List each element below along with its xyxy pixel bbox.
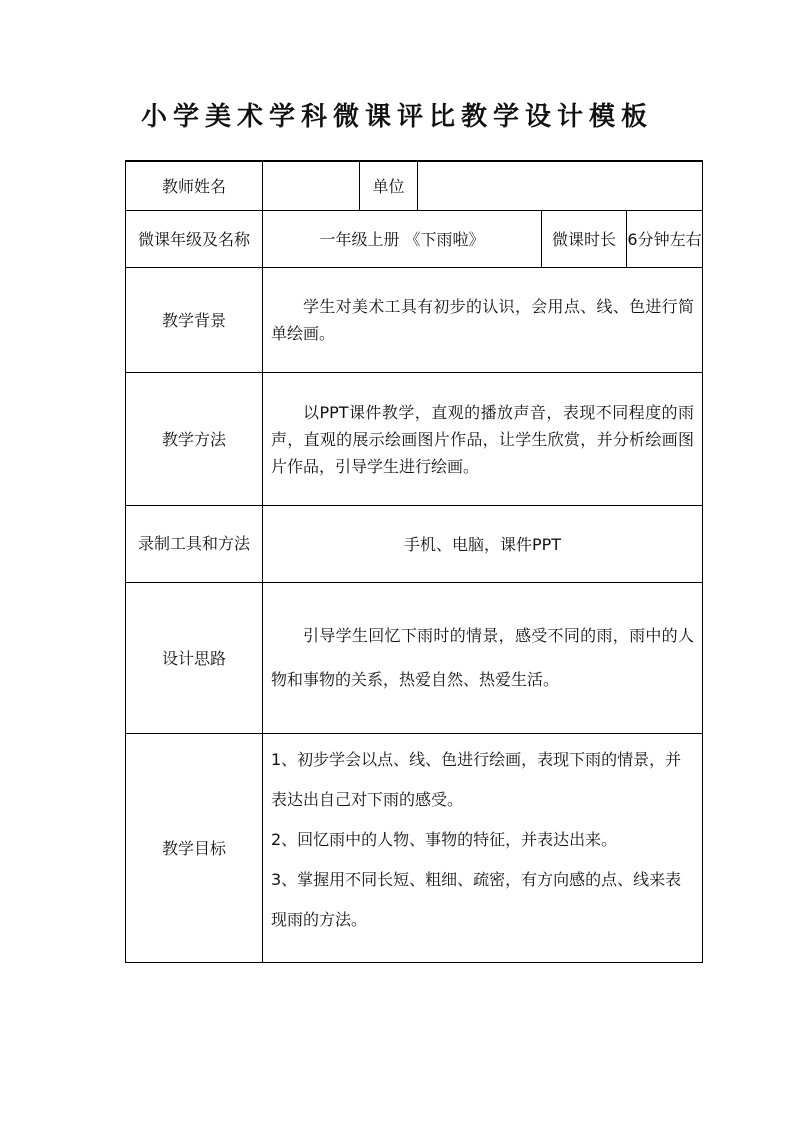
background-text[interactable]: 学生对美术工具有初步的认识，会用点、线、色进行简单绘画。 [263,268,703,373]
duration-value[interactable]: 6分钟左右 [627,211,703,268]
design-text[interactable]: 引导学生回忆下雨时的情景，感受不同的雨，雨中的人物和事物的关系，热爱自然、热爱生活。 [263,583,703,734]
method-text[interactable]: 以PPT课件教学，直观的播放声音，表现不同程度的雨声，直观的展示绘画图片作品，让学生欣赏，并分析绘画图片作品，引导学生进行绘画。 [263,373,703,506]
design-label: 设计思路 [126,583,263,734]
teacher-name-value[interactable] [263,162,360,211]
unit-label: 单位 [360,162,418,211]
course-grade-value[interactable]: 一年级上册 《下雨啦》 [263,211,542,268]
tools-label: 录制工具和方法 [126,506,263,583]
tools-text[interactable]: 手机、电脑，课件PPT [263,506,703,583]
page-title: 小学美术学科微课评比教学设计模板 [140,102,653,132]
method-label: 教学方法 [126,373,263,506]
teacher-name-label: 教师姓名 [126,162,263,211]
unit-value[interactable] [418,162,703,211]
background-label: 教学背景 [126,268,263,373]
goals-label: 教学目标 [126,734,263,963]
goals-cell[interactable] [263,734,703,963]
duration-label: 微课时长 [542,211,627,268]
course-grade-label: 微课年级及名称 [126,211,263,268]
goal-item-1: 1、初步学会以点、线、色进行绘画，表现下雨的情景，并表达出自己对下雨的感受。 [271,750,682,809]
goal-item-3: 3、掌握用不同长短、粗细、疏密，有方向感的点、线来表现雨的方法。 [271,870,682,929]
lesson-design-form [125,160,703,963]
goal-item-2: 2、回忆雨中的人物、事物的特征，并表达出来。 [271,830,618,849]
